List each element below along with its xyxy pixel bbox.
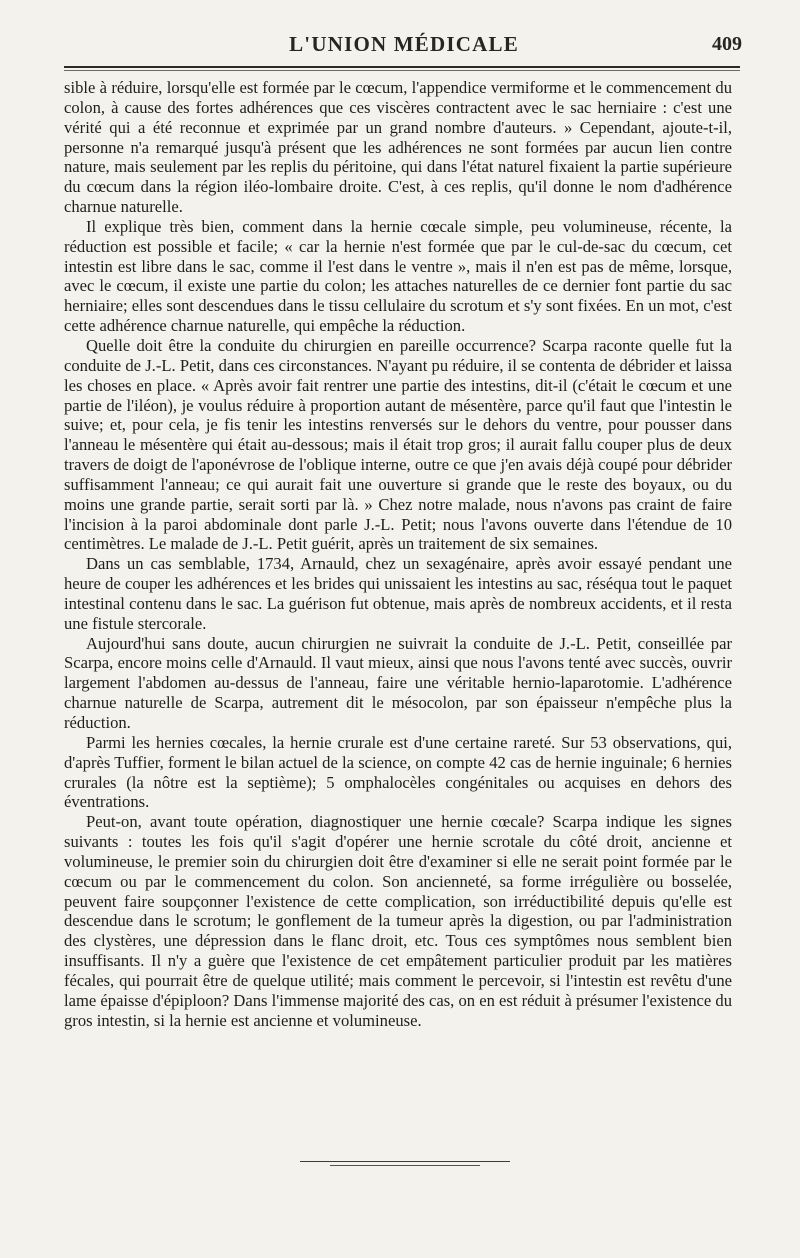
running-title: L'UNION MÉDICALE <box>289 32 519 56</box>
paragraph-3: Quelle doit être la conduite du chirurgien en pareille occurrence? Scarpa raconte quelle fut la conduite de J.-L. Petit, dans ces circonstances. N'ayant pu réduire, il se contenta de débrider et laissa les choses en place. « Après avoir fait rentrer une partie des intestins, dit-il (c'était le cœcum et une partie de l'iléon), je voulus réduire à proportion autant de mésentère, parce qu'il faut que l'intestin le suive; et, pour cela, je fis tenir les intestins renversés sur le dehors du ventre, pour pousser dans l'anneau le mésentère qui était au-dessous; mais il était trop gros; il aurait fallu couper plus de deux travers de doigt de l'aponévrose de l'oblique interne, outre ce que j'en avais déjà coupé pour débrider suffisamment l'anneau; ce qui aurait fait une ouverture si grande que le reste des boyaux, ou du moins une grande partie, serait sorti par là. » Chez notre malade, nous n'avons pas craint de faire l'incision à la paroi abdominale dont parle J.-L. Petit; nous l'avons ouverte dans l'étendue de 10 centimètres. Le malade de J.-L. Petit guérit, après un traitement de six semaines. <box>64 335 732 554</box>
end-rule-short <box>330 1165 480 1166</box>
paragraph-1: sible à réduire, lorsqu'elle est formée par le cœcum, l'appendice vermiforme et le commencement du colon, à cause des fortes adhérences que ces viscères contractent avec le sac herniaire : c'est une vérité qui a été reconnue et exprimée par un grand nombre d'auteurs. » Cependant, ajoute-t-il, personne n'a remarqué jusqu'à présent que les adhérences ne sont formées par aucun lien contre nature, mais seulement par les replis du péritoine, qui dans l'état naturel fixaient la partie supérieure du cœcum dans la région iléo-lombaire droite. C'est, à ces replis, qu'il donne le nom d'adhérence charnue naturelle. <box>64 78 732 217</box>
paragraph-2: Il explique très bien, comment dans la hernie cœcale simple, peu volumineuse, récente, la réduction est possible et facile; « car la hernie n'est formée que par le cul-de-sac du cœcum, cet intestin est libre dans le sac, comme il l'est dans le ventre », mais il n'en est pas de même, lorsque, avec le cœcum, il existe une partie du colon; les attaches naturelles de ce dernier font partie du sac herniaire; elles sont descendues dans le tissu cellulaire du scrotum et s'y sont fixées. En un mot, c'est cette adhérence charnue naturelle, qui empêche la réduction. <box>64 216 732 336</box>
end-rule <box>300 1161 510 1162</box>
header-rule <box>64 66 740 68</box>
header-rule-thin <box>64 70 740 71</box>
page-header <box>66 32 742 62</box>
paragraph-6: Parmi les hernies cœcales, la hernie crurale est d'une certaine rareté. Sur 53 observations, qui, d'après Tuffier, forment le bilan actuel de la science, on compte 42 cas de hernie inguinale; 6 hernies crurales (la nôtre est la septième); 5 omphalocèles congénitales ou acquises en dehors des éventrations. <box>64 732 732 812</box>
paragraph-7: Peut-on, avant toute opération, diagnostiquer une hernie cœcale? Scarpa indique les signes suivants : toutes les fois qu'il s'agit d'opérer une hernie scrotale du côté droit, ancienne et volumineuse, le premier soin du chirurgien doit être d'examiner si elle ne serait point formée par le cœcum ou par le commencement du colon. Son ancienneté, sa forme irrégulière ou bosselée, peuvent faire soupçonner l'existence de cette complication, son irréductibilité depuis qu'elle est descendue dans le scrotum; le gonflement de la tumeur après la digestion, ou par l'administration des clystères, une dépression dans le flanc droit, etc. Tous ces symptômes nous semblent bien insuffisants. Il n'y a guère que l'existence de cet empâtement particulier produit par les matières fécales, qui pourrait être de quelque utilité; mais comment le percevoir, si l'intestin est revêtu d'une lame épaisse d'épiploon? Dans l'immense majorité des cas, on en est réduit à présumer l'existence du gros intestin, si la hernie est ancienne et volumineuse. <box>64 812 732 1030</box>
paragraph-4: Dans un cas semblable, 1734, Arnauld, chez un sexagénaire, après avoir essayé pendant une heure de couper les adhérences et les brides qui unissaient les intestins au sac, réséqua tout le paquet intestinal contenu dans le sac. La guérison fut obtenue, mais après de nombreux accidents, et il resta une fistule stercorale. <box>64 554 732 633</box>
page-number: 409 <box>712 33 742 55</box>
paragraph-5: Aujourd'hui sans doute, aucun chirurgien ne suivrait la conduite de J.-L. Petit, conseillée par Scarpa, encore moins celle d'Arnauld. Il vaut mieux, ainsi que nous l'avons tenté avec succès, ouvrir largement l'abdomen au-dessus de l'anneau, faire une véritable hernio-laparotomie. L'adhérence charnue naturelle de Scarpa, autrement dit le mésocolon, par son épaisseur n'empêche plus la réduction. <box>64 633 732 732</box>
article-body <box>64 78 732 1031</box>
